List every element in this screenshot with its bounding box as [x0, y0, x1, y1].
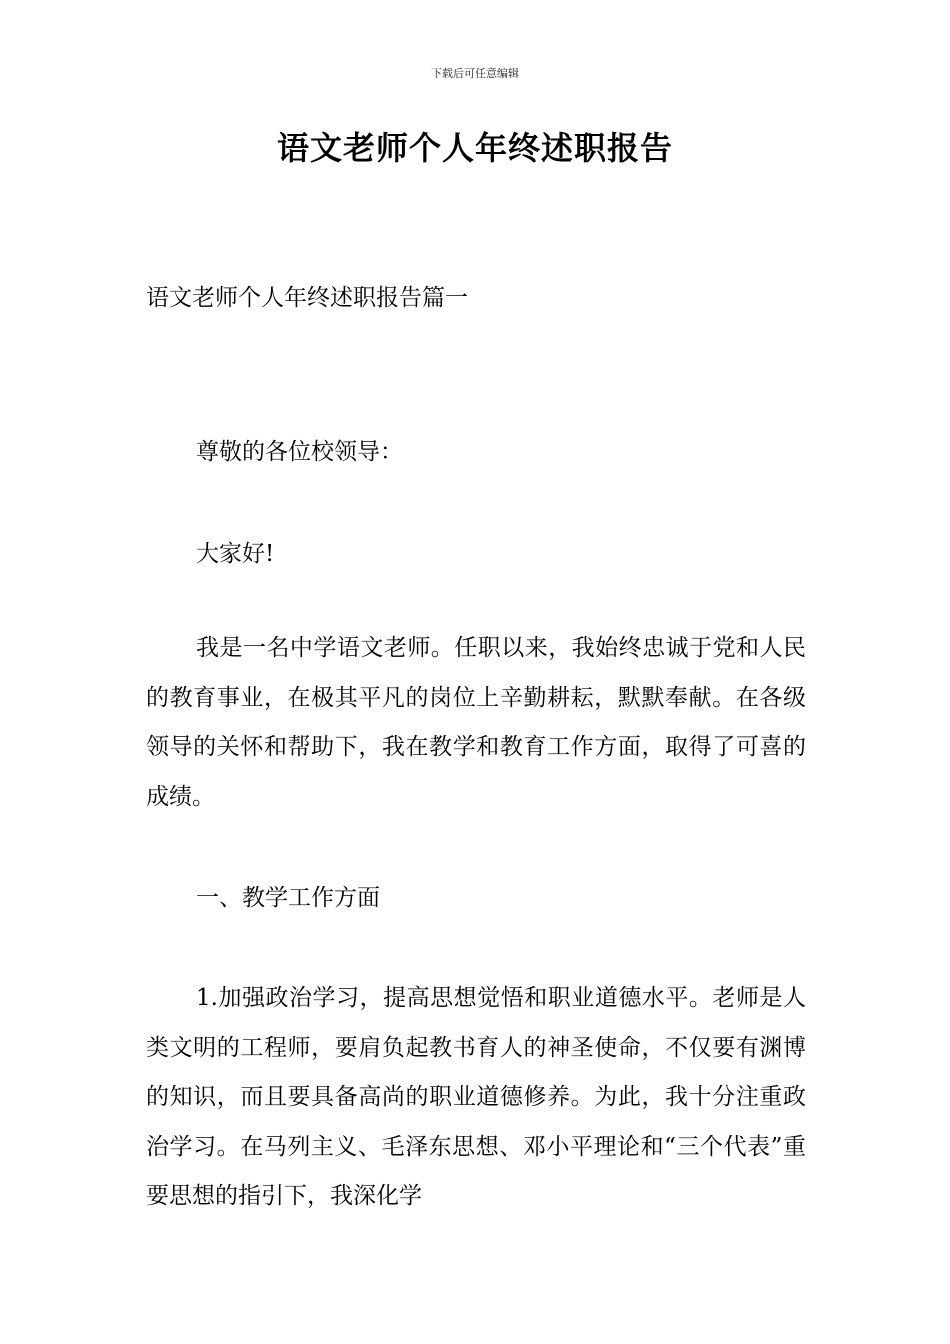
document-title: 语文老师个人年终述职报告 — [276, 129, 673, 167]
intro-paragraph: 我是一名中学语文老师。任职以来，我始终忠诚于党和人民的教育事业，在极其平凡的岗位上辛勤耕耘，默默奉献。在各级领导的关怀和帮助下，我在教学和教育工作方面，取得了可喜的成绩。 — [146, 635, 806, 810]
section-heading: 语文老师个人年终述职报告篇一 — [146, 285, 468, 311]
hello-paragraph: 大家好! — [196, 541, 275, 567]
item-1-paragraph: 1.加强政治学习，提高思想觉悟和职业道德水平。老师是人类文明的工程师，要肩负起教书育人的神圣使命，不仅要有渊博的知识，而且要具备高尚的职业道德修养。为此，我十分注重政治学习。在马列主义、毛泽东思想、邓小平理论和“三个代表”重要思想的指引下，我深化学 — [146, 985, 806, 1209]
page-header-note: 下载后可任意编辑 — [431, 67, 519, 80]
greeting-paragraph: 尊敬的各位校领导： — [196, 439, 403, 465]
teaching-section-heading: 一、教学工作方面 — [196, 885, 380, 911]
